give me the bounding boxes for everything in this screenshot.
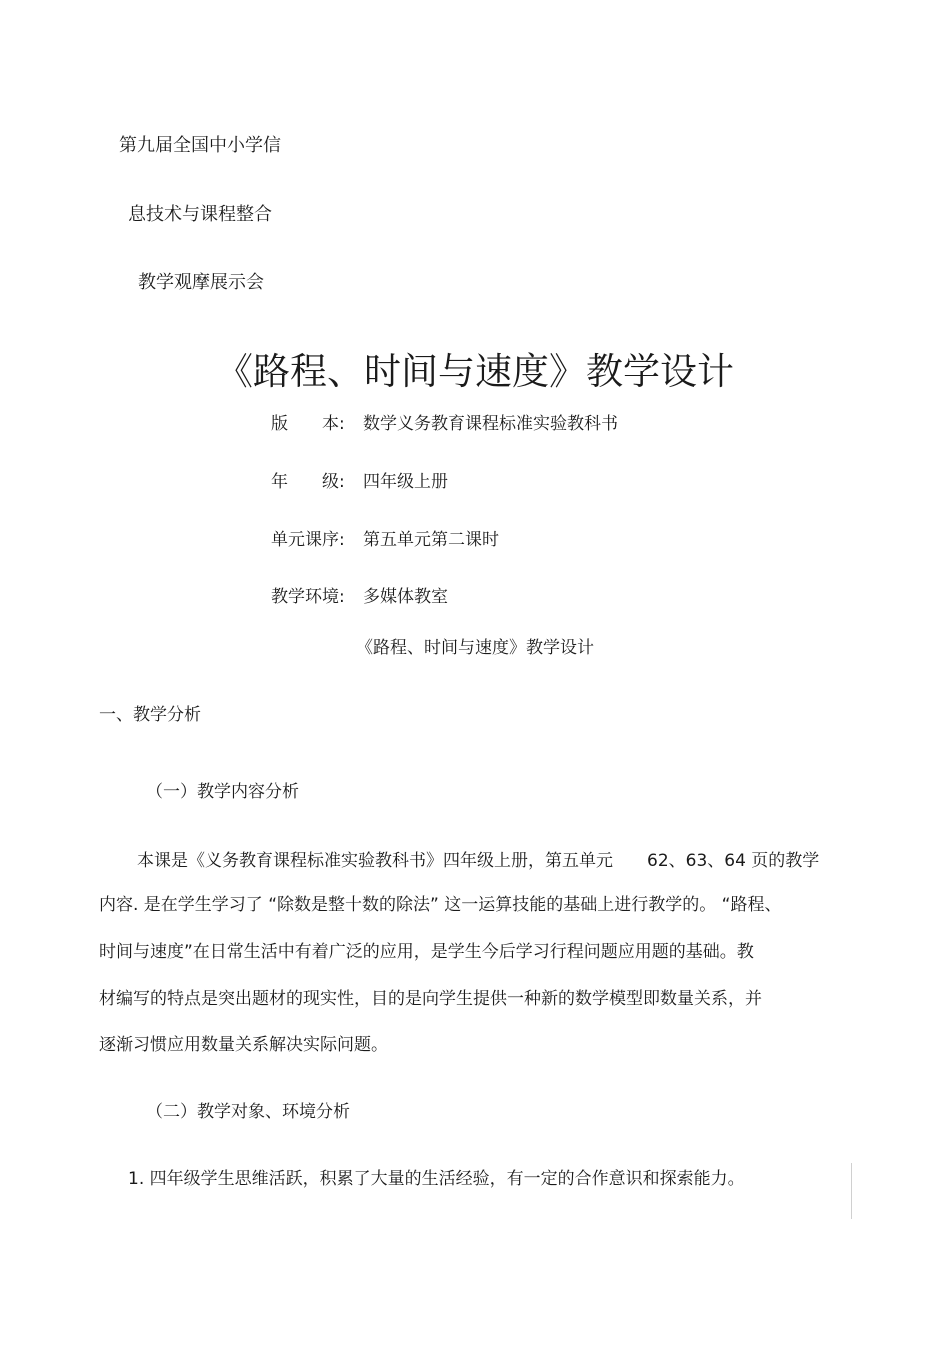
subsection-heading-content: （一）教学内容分析 — [146, 782, 299, 802]
meta-label-edition: 版 本: — [271, 414, 345, 434]
paragraph-line: 逐渐习惯应用数量关系解决实际问题。 — [99, 1035, 388, 1055]
section-heading-analysis: 一、教学分析 — [99, 705, 201, 725]
meta-value-environment: 多媒体教室 — [363, 587, 448, 607]
document-title: 《路程、时间与速度》教学设计 — [216, 350, 734, 393]
paragraph-line: 材编写的特点是突出题材的现实性，目的是向学生提供一种新的数学模型即数量关系，并 — [99, 989, 762, 1009]
list-item: 1. 四年级学生思维活跃，积累了大量的生活经验，有一定的合作意识和探索能力。 — [128, 1169, 745, 1189]
meta-value-unit: 第五单元第二课时 — [363, 530, 499, 550]
header-line-1: 第九届全国中小学信 — [119, 135, 281, 156]
header-line-2: 息技术与课程整合 — [128, 204, 272, 225]
margin-divider — [851, 1163, 852, 1219]
header-line-3: 教学观摩展示会 — [138, 272, 264, 293]
paragraph-line: 时间与速度”在日常生活中有着广泛的应用，是学生今后学习行程问题应用题的基础。教 — [99, 942, 754, 962]
meta-label-environment: 教学环境: — [271, 587, 345, 607]
meta-value-grade: 四年级上册 — [363, 472, 448, 492]
meta-value-edition: 数学义务教育课程标准实验教科书 — [363, 414, 618, 434]
paragraph-line: 本课是《义务教育课程标准实验教科书》四年级上册，第五单元 62、63、64 页的教学 — [137, 851, 820, 871]
meta-label-unit: 单元课序: — [271, 530, 345, 550]
document-subtitle: 《路程、时间与速度》教学设计 — [356, 638, 594, 658]
meta-label-grade: 年 级: — [271, 472, 345, 492]
subsection-heading-audience: （二）教学对象、环境分析 — [146, 1102, 350, 1122]
paragraph-line: 内容. 是在学生学习了 “除数是整十数的除法” 这一运算技能的基础上进行教学的。 “路程、 — [99, 895, 782, 915]
